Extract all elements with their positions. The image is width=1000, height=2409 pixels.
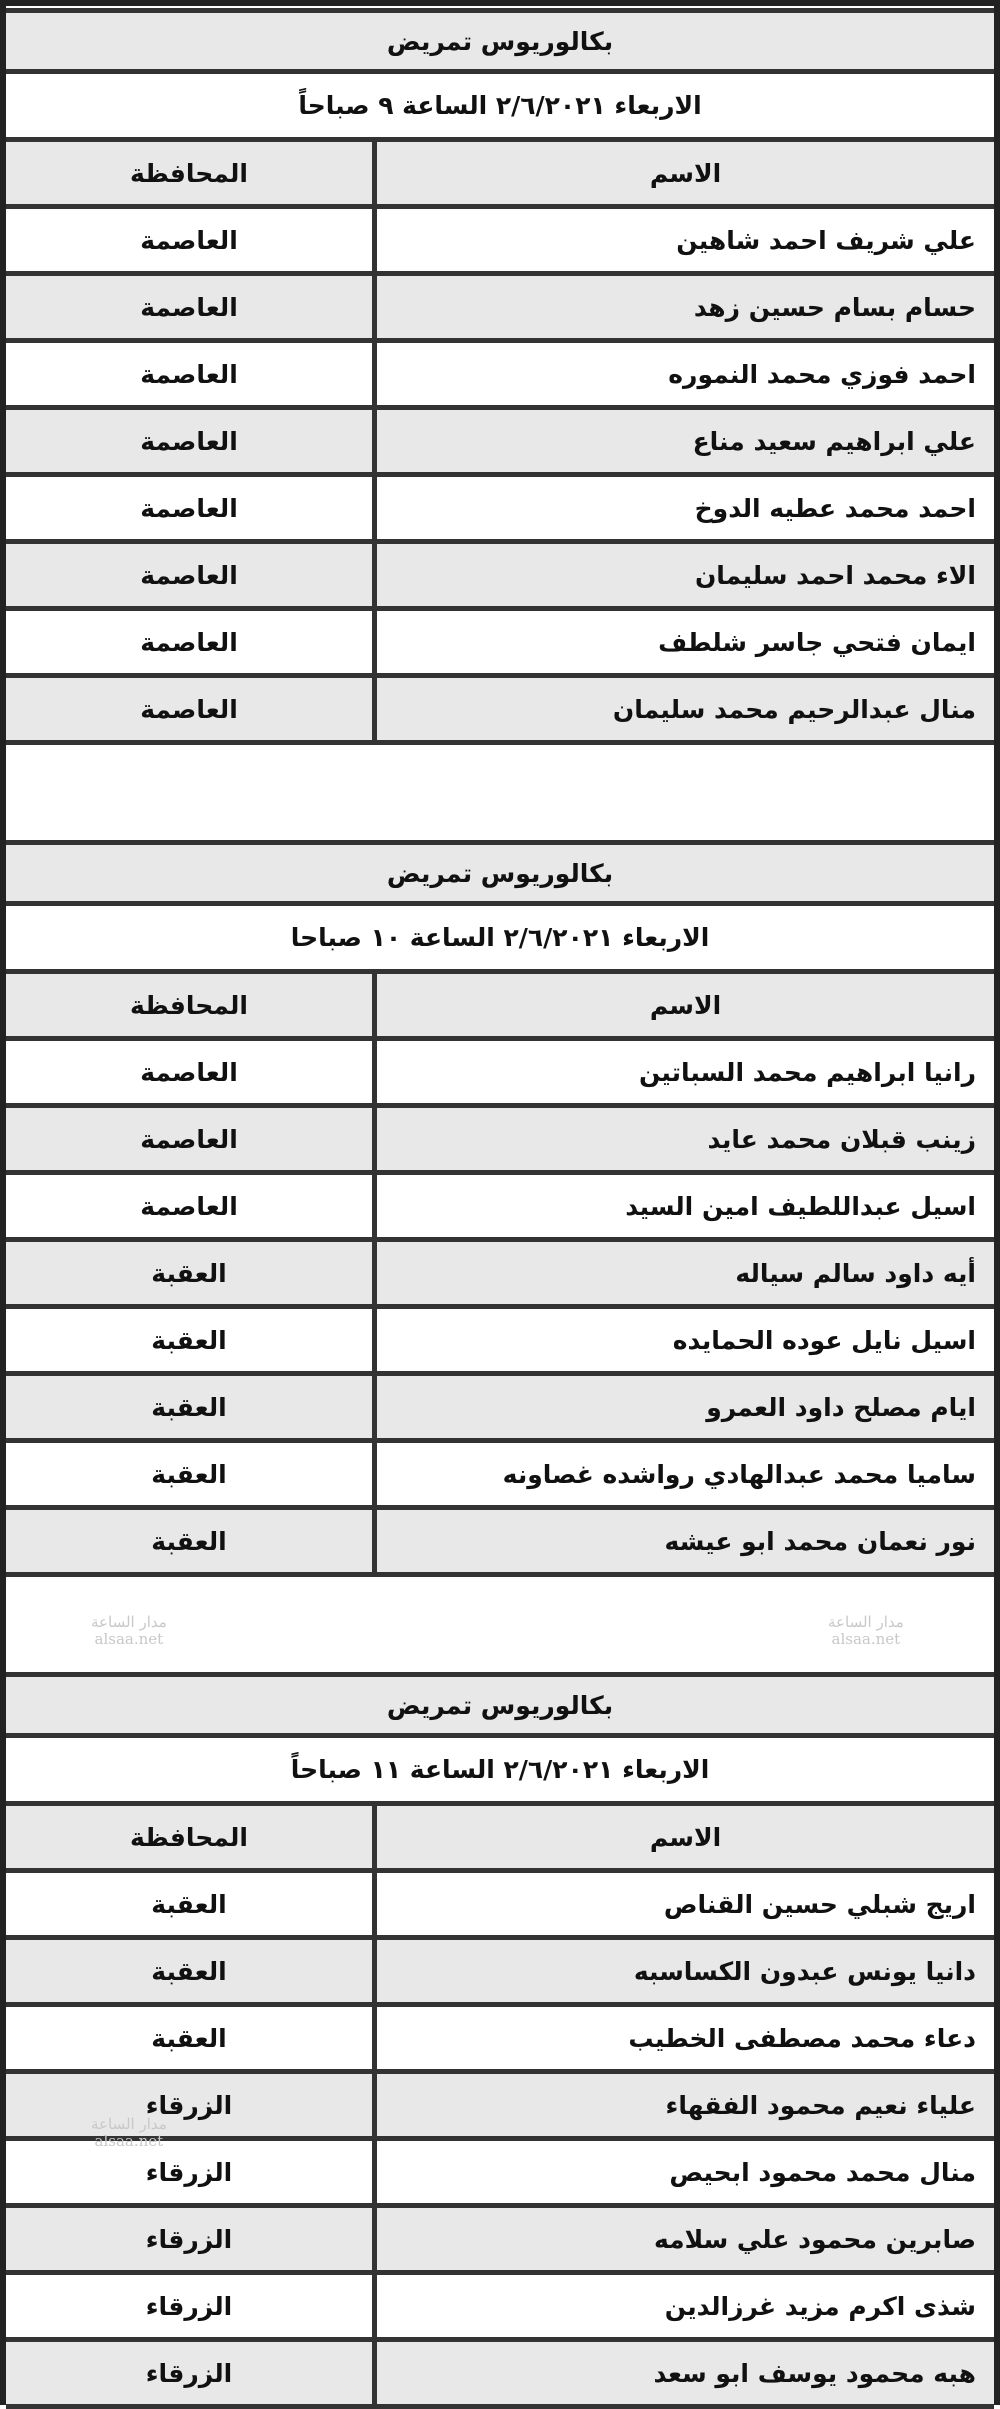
student-name: ساميا محمد عبدالهادي رواشده غصاونه <box>372 1443 994 1505</box>
watermark-overlay <box>91 2116 167 2150</box>
governorate: الزرقاء <box>145 2090 233 2120</box>
table-row <box>6 678 994 745</box>
table-row <box>6 1443 994 1510</box>
student-name: اريج شبلي حسين القناص <box>372 1873 994 1935</box>
student-name: صابرين محمود علي سلامه <box>372 2208 994 2270</box>
governorate: العقبة <box>151 1258 227 1288</box>
student-name: منال عبدالرحيم محمد سليمان <box>372 678 994 740</box>
student-name: الاء محمد احمد سليمان <box>372 544 994 606</box>
student-name: نور نعمان محمد ابو عيشه <box>372 1510 994 1572</box>
table-row <box>6 1510 994 1577</box>
table-row <box>6 1041 994 1108</box>
student-name: علياء نعيم محمود الفقهاء <box>372 2074 994 2136</box>
table-row <box>6 2342 994 2409</box>
table-row <box>6 209 994 276</box>
governorate: العاصمة <box>140 1191 238 1221</box>
student-name: ايمان فتحي جاسر شلطف <box>372 611 994 673</box>
table-row <box>6 276 994 343</box>
header-governorate: المحافظة <box>130 158 249 188</box>
student-name: اسيل نايل عوده الحمايده <box>372 1309 994 1371</box>
student-name: زينب قبلان محمد عايد <box>372 1108 994 1170</box>
governorate: الزرقاء <box>145 2358 233 2388</box>
governorate: العاصمة <box>140 493 238 523</box>
table-row <box>6 2141 994 2208</box>
governorate: العاصمة <box>140 694 238 724</box>
table-row <box>6 2208 994 2275</box>
governorate: العقبة <box>151 1325 227 1355</box>
governorate: العاصمة <box>140 359 238 389</box>
watermark-url: alsaa.net <box>94 2132 164 2150</box>
table-row <box>6 410 994 477</box>
student-name: رانيا ابراهيم محمد السباتين <box>372 1041 994 1103</box>
header-name: الاسم <box>372 142 994 204</box>
student-name: علي شريف احمد شاهين <box>372 209 994 271</box>
table-row <box>6 1376 994 1443</box>
exam-date: الاربعاء ٢/٦/٢٠٢١ الساعة ٩ صباحاً <box>6 74 994 142</box>
header-governorate: المحافظة <box>130 990 249 1020</box>
header-name: الاسم <box>372 974 994 1036</box>
watermark-right <box>828 1614 904 1648</box>
table-row <box>6 1940 994 2007</box>
watermark-url: alsaa.net <box>94 1630 164 1648</box>
governorate: العاصمة <box>140 1057 238 1087</box>
watermark-text: مدار الساعة <box>828 1613 904 1631</box>
governorate: العاصمة <box>140 292 238 322</box>
table-row <box>6 611 994 678</box>
student-name: دعاء محمد مصطفى الخطيب <box>372 2007 994 2069</box>
table-row <box>6 477 994 544</box>
watermark-left <box>91 1614 167 1648</box>
governorate: الزرقاء <box>145 2157 233 2187</box>
governorate: العاصمة <box>140 225 238 255</box>
header-governorate: المحافظة <box>130 1822 249 1852</box>
exam-date: الاربعاء ٢/٦/٢٠٢١ الساعة ١١ صباحاً <box>6 1738 994 1806</box>
governorate: العقبة <box>151 1459 227 1489</box>
governorate: العقبة <box>151 1392 227 1422</box>
student-name: احمد فوزي محمد النموره <box>372 343 994 405</box>
governorate: العقبة <box>151 1956 227 1986</box>
governorate: العقبة <box>151 2023 227 2053</box>
student-name: هبه محمود يوسف ابو سعد <box>372 2342 994 2404</box>
schedule-table <box>6 8 994 745</box>
student-name: أيه داود سالم سياله <box>372 1242 994 1304</box>
schedule-table <box>6 840 994 1577</box>
table-row <box>6 1108 994 1175</box>
table-row <box>6 1175 994 1242</box>
watermark-text: مدار الساعة <box>91 1613 167 1631</box>
header-name: الاسم <box>372 1806 994 1868</box>
governorate: الزرقاء <box>145 2224 233 2254</box>
watermark-text: مدار الساعة <box>91 2115 167 2133</box>
student-name: اسيل عبداللطيف امين السيد <box>372 1175 994 1237</box>
governorate: العاصمة <box>140 1124 238 1154</box>
student-name: منال محمد محمود ابحيص <box>372 2141 994 2203</box>
table-row <box>6 1242 994 1309</box>
exam-date: الاربعاء ٢/٦/٢٠٢١ الساعة ١٠ صباحا <box>6 906 994 974</box>
student-name: شذى اكرم مزيد غرزالدين <box>372 2275 994 2337</box>
table-row <box>6 2007 994 2074</box>
table-row <box>6 1873 994 1940</box>
table-title: بكالوريوس تمريض <box>6 840 994 906</box>
table-header-row <box>6 1806 994 1873</box>
governorate: الزرقاء <box>145 2291 233 2321</box>
table-header-row <box>6 974 994 1041</box>
governorate: العاصمة <box>140 426 238 456</box>
table-header-row <box>6 142 994 209</box>
student-name: ايام مصلح داود العمرو <box>372 1376 994 1438</box>
governorate: العقبة <box>151 1889 227 1919</box>
student-name: دانيا يونس عبدون الكساسبه <box>372 1940 994 2002</box>
table-row <box>6 544 994 611</box>
schedule-table <box>6 1672 994 2409</box>
student-name: علي ابراهيم سعيد مناع <box>372 410 994 472</box>
table-row <box>6 343 994 410</box>
watermark-url: alsaa.net <box>831 1630 901 1648</box>
table-title: بكالوريوس تمريض <box>6 1672 994 1738</box>
table-row <box>6 1309 994 1376</box>
student-name: احمد محمد عطيه الدوخ <box>372 477 994 539</box>
governorate: العاصمة <box>140 560 238 590</box>
governorate: العقبة <box>151 1526 227 1556</box>
student-name: حسام بسام حسين زهد <box>372 276 994 338</box>
table-row <box>6 2275 994 2342</box>
table-title: بكالوريوس تمريض <box>6 8 994 74</box>
governorate: العاصمة <box>140 627 238 657</box>
